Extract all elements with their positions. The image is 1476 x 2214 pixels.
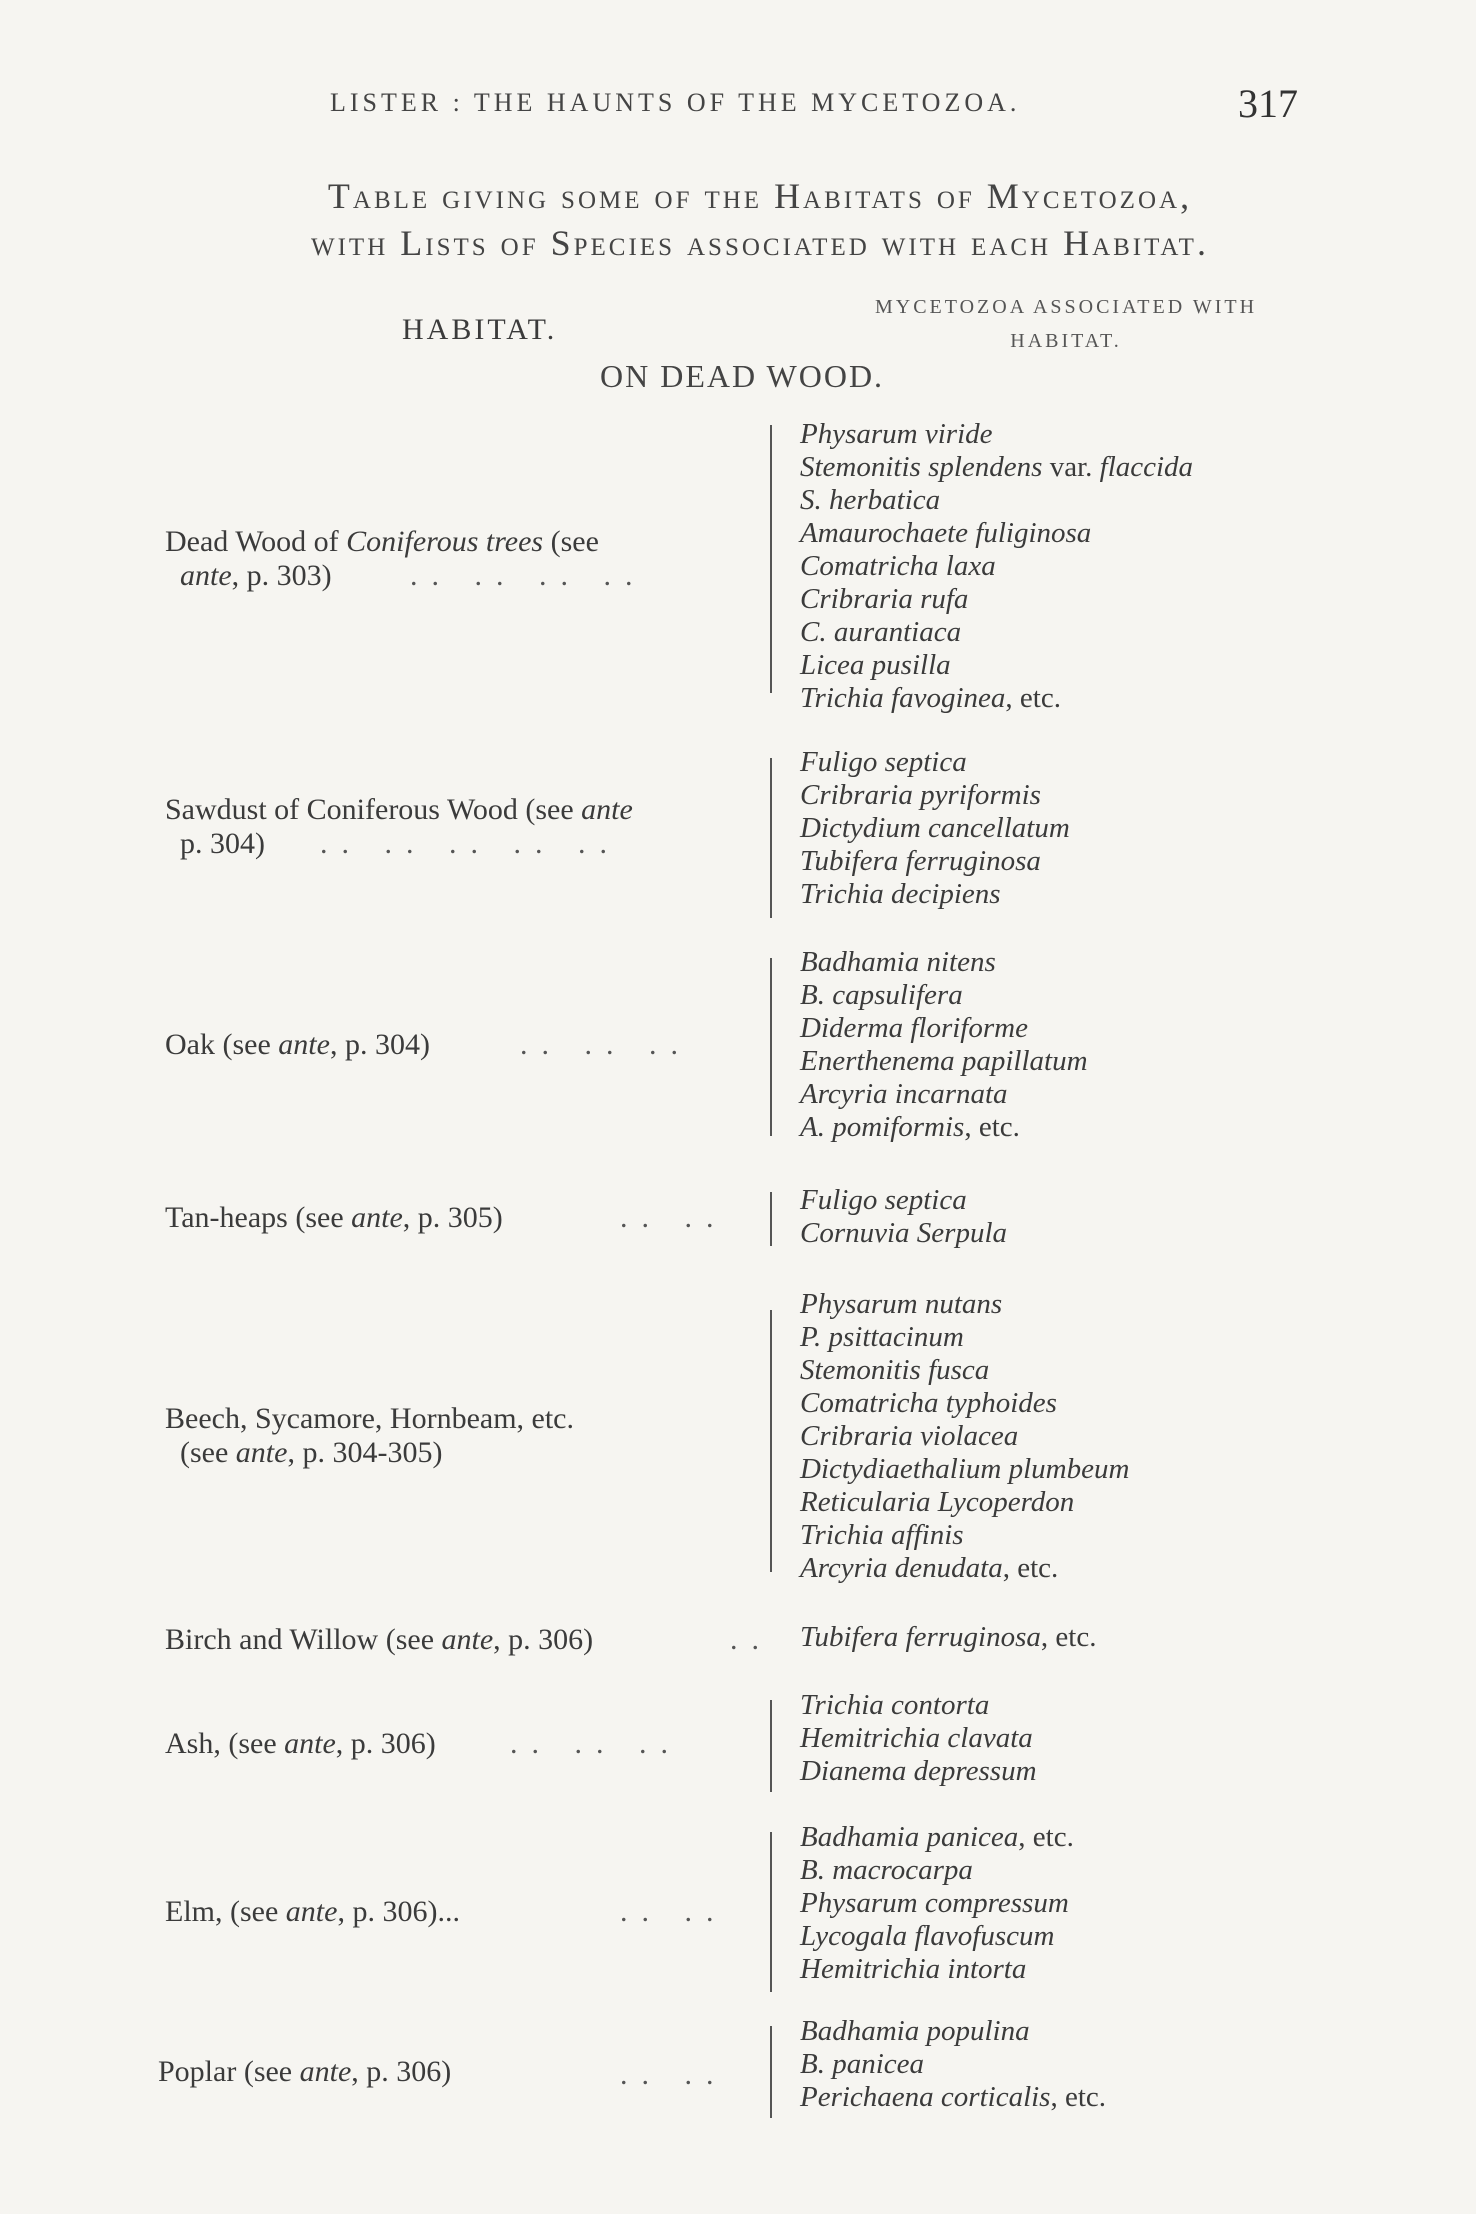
species-item: Licea pusilla bbox=[800, 649, 951, 681]
habitat-name: Elm, (see ante, p. 306)... bbox=[165, 1895, 460, 1928]
dot-leaders: .. bbox=[730, 1623, 773, 1656]
species-item: Fuligo septica bbox=[800, 1184, 967, 1216]
species-item: Physarum nutans bbox=[800, 1288, 1003, 1320]
habitat-name: Tan-heaps (see ante, p. 305) bbox=[165, 1201, 503, 1234]
dot-leaders: .. .. bbox=[620, 1201, 728, 1234]
species-list bbox=[800, 1621, 1440, 1654]
running-head: LISTER : THE HAUNTS OF THE MYCETOZOA. bbox=[330, 88, 1021, 117]
species-item: Trichia contorta bbox=[800, 1689, 990, 1721]
species-item: B. panicea bbox=[800, 2048, 925, 2080]
species-item: Arcyria incarnata bbox=[800, 1078, 1008, 1110]
species-item: Cribraria pyriformis bbox=[800, 779, 1041, 811]
species-item: Dianema depressum bbox=[800, 1755, 1037, 1787]
dot-leaders: .. .. bbox=[620, 2058, 728, 2091]
species-item: Cribraria rufa bbox=[800, 583, 969, 615]
species-item: Dictydium cancellatum bbox=[800, 812, 1070, 844]
habitat-column-header: HABITAT. bbox=[402, 313, 558, 346]
species-list bbox=[800, 2015, 1440, 2114]
table-title-line-1: Table giving some of the Habitats of Mycetozoa, bbox=[327, 176, 1193, 216]
species-item: Trichia affinis bbox=[800, 1519, 964, 1551]
species-item: Dictydiaethalium plumbeum bbox=[800, 1453, 1130, 1485]
bracket bbox=[770, 958, 786, 1136]
species-item: Comatricha laxa bbox=[800, 550, 996, 582]
species-item: Comatricha typhoides bbox=[800, 1387, 1057, 1419]
species-item: Physarum compressum bbox=[800, 1887, 1069, 1919]
species-item: Stemonitis splendens var. flaccida bbox=[800, 451, 1194, 483]
habitat-name: Beech, Sycamore, Hornbeam, etc. (see ante, p. 304-305) bbox=[165, 1402, 574, 1469]
species-item: Tubifera ferruginosa bbox=[800, 845, 1041, 877]
section-heading: ON DEAD WOOD. bbox=[600, 358, 885, 394]
bracket bbox=[770, 1700, 786, 1792]
habitat-name: Sawdust of Coniferous Wood (see ante p. 304) bbox=[165, 793, 633, 860]
species-item: Badhamia panicea, etc. bbox=[800, 1821, 1074, 1853]
dot-leaders: .. .. bbox=[620, 1895, 728, 1928]
bracket bbox=[770, 1832, 786, 1992]
species-item: P. psittacinum bbox=[800, 1321, 964, 1353]
habitat-name: Dead Wood of Coniferous trees (see ante, p. 303) bbox=[165, 525, 599, 592]
species-item: Trichia favoginea, etc. bbox=[800, 682, 1061, 714]
bracket bbox=[770, 758, 786, 918]
habitat-name: Birch and Willow (see ante, p. 306) bbox=[165, 1623, 594, 1656]
species-list bbox=[800, 1689, 1440, 1788]
species-list bbox=[800, 1184, 1440, 1250]
table-title-line-2: with Lists of Species associated with each Habitat. bbox=[311, 223, 1209, 263]
species-item: Cornuvia Serpula bbox=[800, 1217, 1008, 1249]
species-item: Stemonitis fusca bbox=[800, 1354, 990, 1386]
species-item: C. aurantiaca bbox=[800, 616, 962, 648]
species-item: S. herbatica bbox=[800, 484, 941, 516]
species-list bbox=[800, 418, 1440, 715]
species-item: Arcyria denudata, etc. bbox=[800, 1552, 1059, 1584]
species-item: Physarum viride bbox=[800, 418, 993, 450]
species-item: Fuligo septica bbox=[800, 746, 967, 778]
associated-header-line-1: MYCETOZOA ASSOCIATED WITH bbox=[874, 296, 1258, 318]
associated-header-line-2: HABITAT. bbox=[1010, 330, 1122, 352]
species-item: Tubifera ferruginosa, etc. bbox=[800, 1621, 1097, 1653]
species-item: Trichia decipiens bbox=[800, 878, 1001, 910]
species-item: Lycogala flavofuscum bbox=[800, 1920, 1055, 1952]
habitat-name: Ash, (see ante, p. 306) bbox=[165, 1727, 436, 1760]
species-item: Amaurochaete fuliginosa bbox=[800, 517, 1092, 549]
dot-leaders: .. .. .. bbox=[510, 1727, 682, 1760]
species-item: Hemitrichia intorta bbox=[800, 1953, 1027, 1985]
species-item: Perichaena corticalis, etc. bbox=[800, 2081, 1107, 2113]
species-item: Badhamia populina bbox=[800, 2015, 1030, 2047]
species-item: Hemitrichia clavata bbox=[800, 1722, 1033, 1754]
species-item: A. pomiformis, etc. bbox=[800, 1111, 1020, 1143]
species-list bbox=[800, 746, 1440, 911]
bracket bbox=[770, 2026, 786, 2118]
species-item: B. macrocarpa bbox=[800, 1854, 973, 1886]
dot-leaders: .. .. .. .. bbox=[410, 559, 647, 592]
bracket bbox=[770, 1192, 786, 1246]
dot-leaders: .. .. .. bbox=[520, 1028, 692, 1061]
species-list bbox=[800, 946, 1440, 1144]
dot-leaders: .. .. .. .. .. bbox=[320, 827, 621, 860]
species-item: Diderma floriforme bbox=[800, 1012, 1028, 1044]
associated-column-header bbox=[826, 290, 1306, 358]
habitat-name: Poplar (see ante, p. 306) bbox=[158, 2055, 452, 2088]
species-item: Cribraria violacea bbox=[800, 1420, 1019, 1452]
bracket bbox=[770, 1310, 786, 1572]
page-number: 317 bbox=[1238, 81, 1298, 126]
habitat-name: Oak (see ante, p. 304) bbox=[165, 1028, 430, 1061]
species-list bbox=[800, 1821, 1440, 1986]
bracket bbox=[770, 425, 786, 693]
species-item: Badhamia nitens bbox=[800, 946, 996, 978]
species-item: Enerthenema papillatum bbox=[800, 1045, 1088, 1077]
species-list bbox=[800, 1288, 1440, 1585]
species-item: B. capsulifera bbox=[800, 979, 963, 1011]
species-item: Reticularia Lycoperdon bbox=[800, 1486, 1075, 1518]
